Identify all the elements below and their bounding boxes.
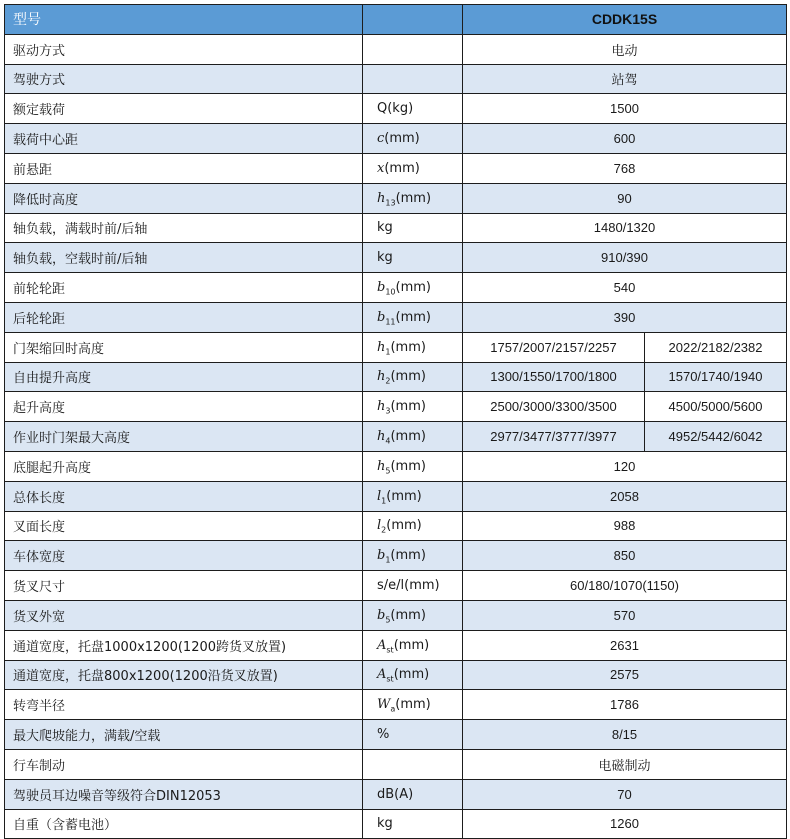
spec-symbol: b <box>377 607 386 623</box>
spec-row <box>5 571 787 601</box>
spec-unit-text: kg <box>377 816 393 832</box>
spec-unit <box>363 124 463 154</box>
spec-unit <box>363 392 463 422</box>
spec-symbol: h <box>377 369 386 385</box>
spec-row <box>5 273 787 303</box>
spec-unit-text: (mm) <box>386 488 422 504</box>
spec-row <box>5 481 787 511</box>
spec-symbol: c <box>377 131 385 147</box>
spec-symbol: h <box>377 458 386 474</box>
spec-name: 驱动方式 <box>5 34 363 64</box>
spec-symbol-subscript: 13 <box>385 198 396 208</box>
spec-symbol: A <box>377 637 387 653</box>
spec-row <box>5 124 787 154</box>
spec-value-alt: 2022/2182/2382 <box>645 332 787 362</box>
spec-symbol: b <box>377 309 386 325</box>
spec-row <box>5 302 787 332</box>
spec-row <box>5 94 787 124</box>
spec-symbol-subscript: 5 <box>385 615 391 625</box>
spec-row <box>5 153 787 183</box>
spec-symbol-subscript: 11 <box>385 317 396 327</box>
spec-symbol-subscript: 2 <box>385 377 391 387</box>
spec-unit <box>363 481 463 511</box>
spec-name: 车体宽度 <box>5 541 363 571</box>
spec-name: 货叉尺寸 <box>5 571 363 601</box>
spec-name: 前悬距 <box>5 153 363 183</box>
spec-unit-text: s/e/l(mm) <box>377 578 440 594</box>
spec-name: 后轮轮距 <box>5 302 363 332</box>
spec-symbol-subscript: 10 <box>385 287 396 297</box>
spec-symbol-subscript: 1 <box>385 555 391 565</box>
spec-value: 2977/3477/3777/3977 <box>463 422 645 452</box>
spec-value: 570 <box>463 600 787 630</box>
spec-row <box>5 332 787 362</box>
spec-value: 8/15 <box>463 720 787 750</box>
spec-row <box>5 451 787 481</box>
spec-name: 通道宽度，托盘800x1200(1200沿货叉放置) <box>5 660 363 690</box>
spec-unit <box>363 213 463 243</box>
spec-symbol: h <box>377 429 386 445</box>
spec-symbol-subscript: 1 <box>385 347 391 357</box>
spec-unit <box>363 64 463 94</box>
spec-unit <box>363 153 463 183</box>
spec-row <box>5 690 787 720</box>
spec-unit-text: kg <box>377 220 393 236</box>
spec-unit-text: % <box>377 727 390 743</box>
spec-value: 600 <box>463 124 787 154</box>
model-value: CDDK15S <box>463 5 787 35</box>
spec-symbol-subscript: a <box>390 704 396 714</box>
spec-name: 底腿起升高度 <box>5 451 363 481</box>
spec-unit-text: (mm) <box>390 458 426 474</box>
spec-row <box>5 392 787 422</box>
spec-value: 540 <box>463 273 787 303</box>
spec-value: 1260 <box>463 809 787 839</box>
spec-unit-text: (mm) <box>393 667 430 683</box>
model-label: 型号 <box>5 5 363 35</box>
spec-unit-text: (mm) <box>384 131 420 147</box>
spec-row <box>5 362 787 392</box>
spec-symbol-subscript: st <box>386 675 394 685</box>
spec-row <box>5 213 787 243</box>
spec-symbol-subscript: 3 <box>385 406 391 416</box>
spec-unit <box>363 34 463 64</box>
spec-value: 60/180/1070(1150) <box>463 571 787 601</box>
spec-name: 前轮轮距 <box>5 273 363 303</box>
spec-unit-text: Q(kg) <box>377 101 414 117</box>
spec-symbol-subscript: 1 <box>381 496 387 506</box>
spec-unit <box>363 183 463 213</box>
spec-symbol: x <box>377 160 385 176</box>
spec-unit <box>363 273 463 303</box>
spec-row <box>5 422 787 452</box>
spec-value: 1300/1550/1700/1800 <box>463 362 645 392</box>
spec-row <box>5 541 787 571</box>
spec-value: 910/390 <box>463 243 787 273</box>
spec-row <box>5 511 787 541</box>
spec-symbol: h <box>377 339 386 355</box>
spec-value-alt: 1570/1740/1940 <box>645 362 787 392</box>
spec-unit-text: (mm) <box>390 429 426 445</box>
header-row <box>5 5 787 35</box>
spec-unit-text: (mm) <box>390 369 426 385</box>
spec-symbol: h <box>377 190 386 206</box>
spec-symbol-subscript: 2 <box>381 526 387 536</box>
spec-unit <box>363 94 463 124</box>
spec-name: 自由提升高度 <box>5 362 363 392</box>
spec-name: 自重（含蓄电池） <box>5 809 363 839</box>
spec-symbol: W <box>377 697 391 713</box>
spec-value: 1480/1320 <box>463 213 787 243</box>
header-unit-cell <box>363 5 463 35</box>
spec-value: 1786 <box>463 690 787 720</box>
spec-symbol: b <box>377 548 386 564</box>
spec-unit-text: (mm) <box>390 399 426 415</box>
spec-symbol: l <box>377 518 382 534</box>
spec-value: 768 <box>463 153 787 183</box>
spec-unit <box>363 809 463 839</box>
spec-name: 总体长度 <box>5 481 363 511</box>
spec-name: 额定载荷 <box>5 94 363 124</box>
spec-unit <box>363 749 463 779</box>
spec-unit-text: (mm) <box>390 607 426 623</box>
spec-value: 390 <box>463 302 787 332</box>
spec-name: 轴负载，满载时前/后轴 <box>5 213 363 243</box>
spec-name: 转弯半径 <box>5 690 363 720</box>
spec-row <box>5 34 787 64</box>
spec-unit-text: kg <box>377 250 393 266</box>
spec-name: 载荷中心距 <box>5 124 363 154</box>
spec-value: 站驾 <box>463 64 787 94</box>
spec-name: 叉面长度 <box>5 511 363 541</box>
spec-symbol-subscript: 5 <box>385 466 391 476</box>
spec-value: 电磁制动 <box>463 749 787 779</box>
spec-unit-text: (mm) <box>390 548 426 564</box>
spec-value: 电动 <box>463 34 787 64</box>
spec-unit <box>363 451 463 481</box>
spec-unit-text: (mm) <box>395 280 431 296</box>
spec-unit <box>363 690 463 720</box>
spec-row <box>5 809 787 839</box>
spec-unit-text: (mm) <box>390 339 426 355</box>
spec-symbol: l <box>377 488 382 504</box>
spec-row <box>5 660 787 690</box>
spec-unit <box>363 571 463 601</box>
spec-row <box>5 183 787 213</box>
spec-unit <box>363 422 463 452</box>
spec-unit-text: (mm) <box>395 190 432 206</box>
spec-value: 2631 <box>463 630 787 660</box>
spec-unit <box>363 362 463 392</box>
spec-unit <box>363 600 463 630</box>
spec-row <box>5 64 787 94</box>
spec-row <box>5 243 787 273</box>
spec-name: 降低时高度 <box>5 183 363 213</box>
spec-symbol: A <box>377 667 387 683</box>
spec-unit <box>363 720 463 750</box>
spec-symbol: b <box>377 280 386 296</box>
spec-symbol: h <box>377 399 386 415</box>
spec-unit-text: (mm) <box>384 160 420 176</box>
spec-name: 驾驶方式 <box>5 64 363 94</box>
spec-row <box>5 720 787 750</box>
spec-name: 行车制动 <box>5 749 363 779</box>
spec-unit <box>363 511 463 541</box>
spec-value-alt: 4952/5442/6042 <box>645 422 787 452</box>
spec-unit <box>363 332 463 362</box>
spec-unit-text: (mm) <box>395 309 431 325</box>
spec-name: 驾驶员耳边噪音等级符合DIN12053 <box>5 779 363 809</box>
spec-unit-text: (mm) <box>393 637 430 653</box>
spec-unit <box>363 779 463 809</box>
spec-name: 门架缩回时高度 <box>5 332 363 362</box>
spec-table <box>4 4 787 839</box>
spec-name: 最大爬坡能力，满载/空载 <box>5 720 363 750</box>
spec-unit-text: (mm) <box>386 518 422 534</box>
spec-value: 2500/3000/3300/3500 <box>463 392 645 422</box>
spec-name: 轴负载，空载时前/后轴 <box>5 243 363 273</box>
spec-value: 988 <box>463 511 787 541</box>
spec-value: 90 <box>463 183 787 213</box>
spec-name: 货叉外宽 <box>5 600 363 630</box>
spec-symbol-subscript: 4 <box>385 436 391 446</box>
spec-symbol-subscript: st <box>386 645 394 655</box>
spec-row <box>5 630 787 660</box>
spec-row <box>5 749 787 779</box>
spec-unit <box>363 243 463 273</box>
spec-name: 起升高度 <box>5 392 363 422</box>
spec-value: 2575 <box>463 660 787 690</box>
spec-value-alt: 4500/5000/5600 <box>645 392 787 422</box>
spec-value: 850 <box>463 541 787 571</box>
spec-unit-text: dB(A) <box>377 786 414 802</box>
spec-value: 120 <box>463 451 787 481</box>
spec-unit <box>363 541 463 571</box>
spec-value: 70 <box>463 779 787 809</box>
spec-unit <box>363 660 463 690</box>
spec-name: 通道宽度，托盘1000x1200(1200跨货叉放置) <box>5 630 363 660</box>
spec-unit <box>363 302 463 332</box>
spec-name: 作业时门架最大高度 <box>5 422 363 452</box>
spec-unit-text: (mm) <box>395 697 431 713</box>
spec-unit <box>363 630 463 660</box>
spec-value: 1757/2007/2157/2257 <box>463 332 645 362</box>
spec-row <box>5 779 787 809</box>
spec-row <box>5 600 787 630</box>
spec-value: 1500 <box>463 94 787 124</box>
spec-value: 2058 <box>463 481 787 511</box>
